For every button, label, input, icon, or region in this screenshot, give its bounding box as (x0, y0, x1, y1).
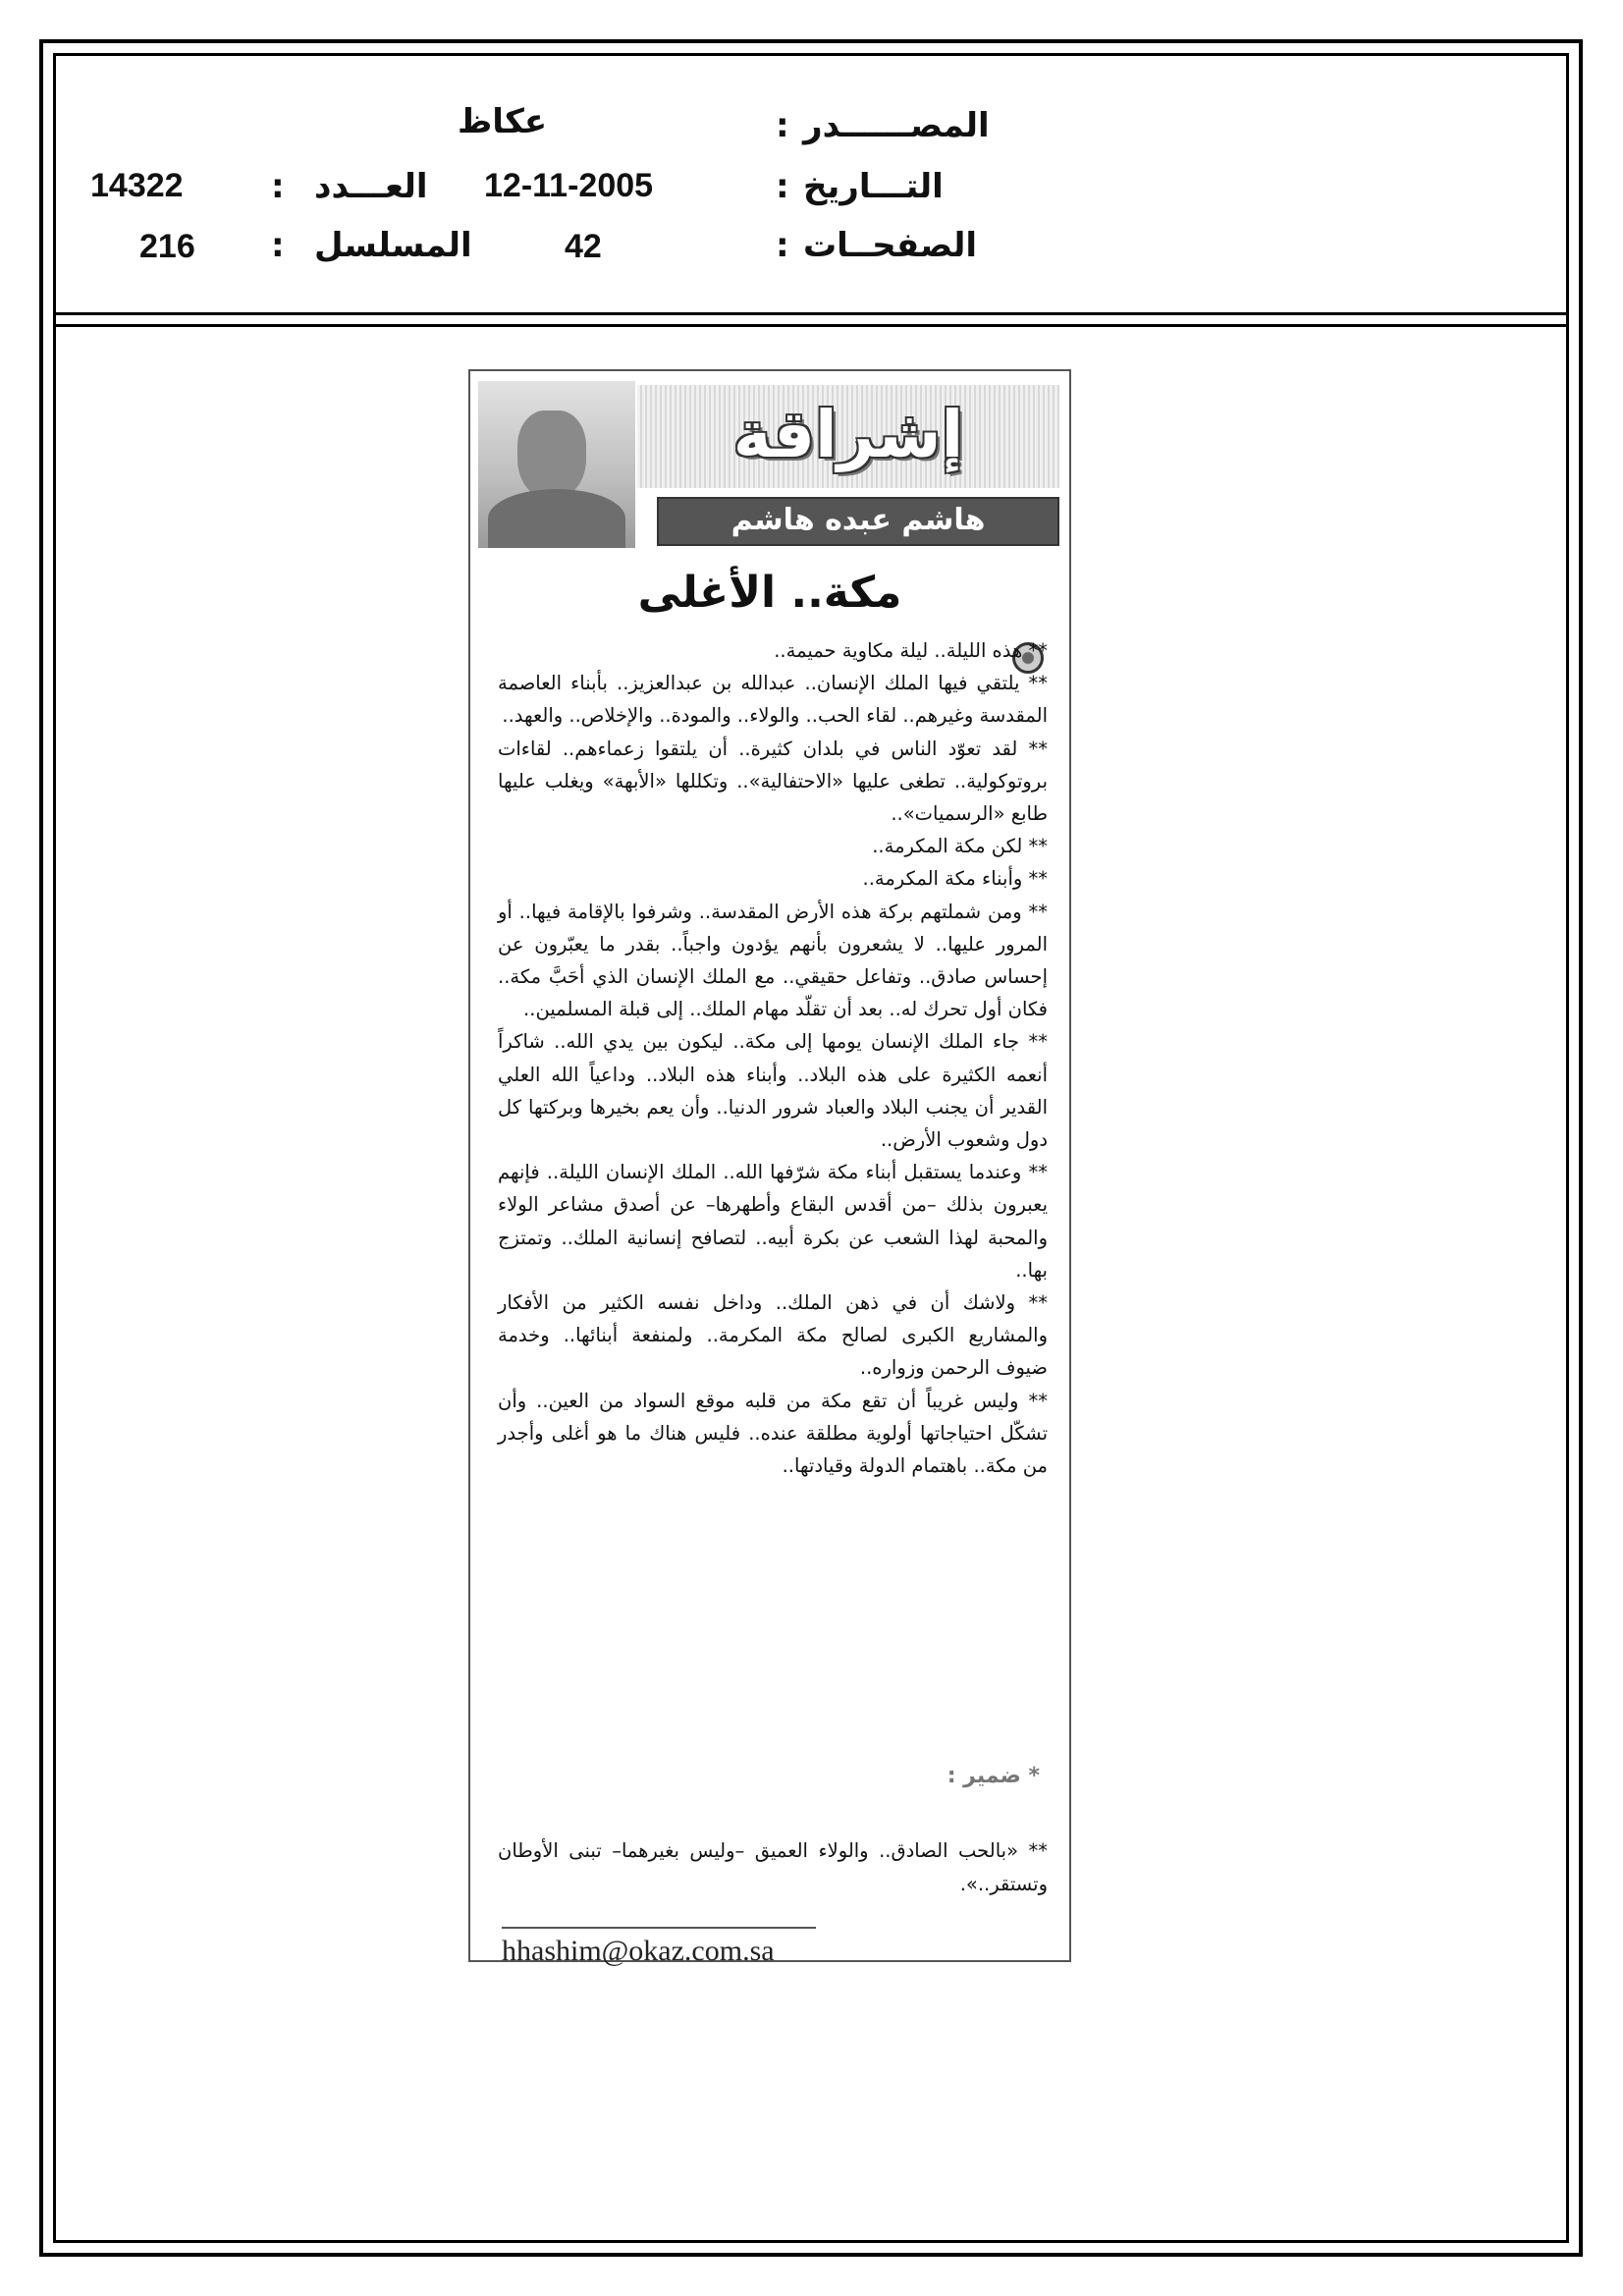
closing-quote: ** «بالحب الصادق.. والولاء العميق –وليس بغيرهما– تبنى الأوطان وتستقر..». (498, 1839, 1048, 1895)
paragraph: ** هذه الليلة.. ليلة مكاوية حميمة.. (774, 639, 1048, 662)
closing-marker: * ضمير : (947, 1764, 1040, 1788)
paragraph: ** وعندما يستقبل أبناء مكة شرّفها الله.. الملك الإنسان الليلة.. فإنهم يعبرون بذلك –من أقدس البقاع وأطهرها– عن أصدق مشاعر الولاء والمحبة لهذا الشعب عن بكرة أبيه.. لتصافح إنسانية الملك.. وتمتزج بها.. (498, 1161, 1048, 1282)
signature-line (502, 1927, 816, 1929)
column-logo (637, 385, 1059, 488)
newspaper-clipping (468, 369, 1071, 1967)
colon: : (776, 226, 789, 265)
author-email: hhashim@okaz.com.sa (502, 1935, 775, 1967)
serial-label: المسلسل (314, 226, 472, 265)
header-divider-top (53, 312, 1569, 315)
issue-label: العـــدد (314, 167, 428, 206)
date-value: 12-11-2005 (484, 167, 654, 204)
author-name: هاشم عبده هاشم (730, 503, 986, 537)
colon: : (271, 226, 285, 265)
paragraph: ** وليس غريباً أن تقع مكة من قلبه موقع السواد من العين.. وأن تشكّل احتياجاتها أولوية مطلقة عنده.. فليس هناك ما هو أغلى وأجدر من مكة.. باهتمام الدولة وقيادتها.. (498, 1389, 1048, 1478)
serial-value: 216 (139, 228, 195, 265)
photo-shoulder (488, 489, 625, 548)
colon: : (776, 167, 789, 206)
paragraph: ** يلتقي فيها الملك الإنسان.. عبدالله بن عبدالعزيز.. بأبناء العاصمة المقدسة وغيرهم.. لقاء الحب.. والولاء.. والمودة.. والإخلاص.. والعهد.. (498, 672, 1048, 728)
article-title: مكة.. الأغلى (637, 568, 902, 618)
date-label: التـــاريخ (803, 167, 944, 206)
colon: : (776, 106, 789, 145)
author-photo (478, 381, 635, 548)
paragraph: ** ومن شملتهم بركة هذه الأرض المقدسة.. وشرفوا بالإقامة فيها.. أو المرور عليها.. لا يشعرون بأنهم يؤدون واجباً.. بقدر ما يعبّرون عن إحساس صادق.. وتفاعل حقيقي.. مع الملك الإنسان الذي أحَبَّ مكة.. فكان أول تحرك له.. بعد أن تقلّد مهام الملك.. إلى قبلة المسلمين.. (498, 900, 1048, 1021)
paragraph: ** وأبناء مكة المكرمة.. (862, 867, 1048, 891)
author-bar (657, 497, 1059, 546)
colon: : (271, 167, 285, 206)
paragraph: ** جاء الملك الإنسان يومها إلى مكة.. ليكون بين يدي الله.. شاكراً أنعمه الكثيرة على هذه البلاد.. وأبناء هذه البلاد.. وداعياً الله العلي القدير أن يجنب البلاد والعباد شرور الدنيا.. وأن يعم بخيرها وبركتها كل دول وشعوب الأرض.. (498, 1030, 1048, 1152)
pages-label: الصفحــات (803, 226, 978, 265)
pages-value: 42 (565, 228, 602, 265)
source-value: عكاظ (458, 102, 548, 141)
paragraph: ** لقد تعوّد الناس في بلدان كثيرة.. أن يلتقوا زعماءهم.. لقاءات بروتوكولية.. تطغى عليها «الاحتفالية».. وتكللها «الأبهة» ويغلب عليها طابع «الرسميات».. (498, 737, 1048, 826)
paragraph: ** لكن مكة المكرمة.. (872, 835, 1048, 858)
source-label: المصــــــدر (803, 106, 990, 145)
photo-head (517, 410, 586, 499)
column-logo-text: إشراقة (732, 397, 964, 472)
paragraph: ** ولاشك أن في ذهن الملك.. وداخل نفسه الكثير من الأفكار والمشاريع الكبرى لصالح مكة المكرمة.. ولمنفعة أبنائها.. وخدمة ضيوف الرحمن وزواره.. (498, 1291, 1048, 1380)
article-body (498, 634, 1048, 1482)
issue-value: 14322 (90, 167, 184, 204)
header-divider-bottom (53, 324, 1569, 327)
